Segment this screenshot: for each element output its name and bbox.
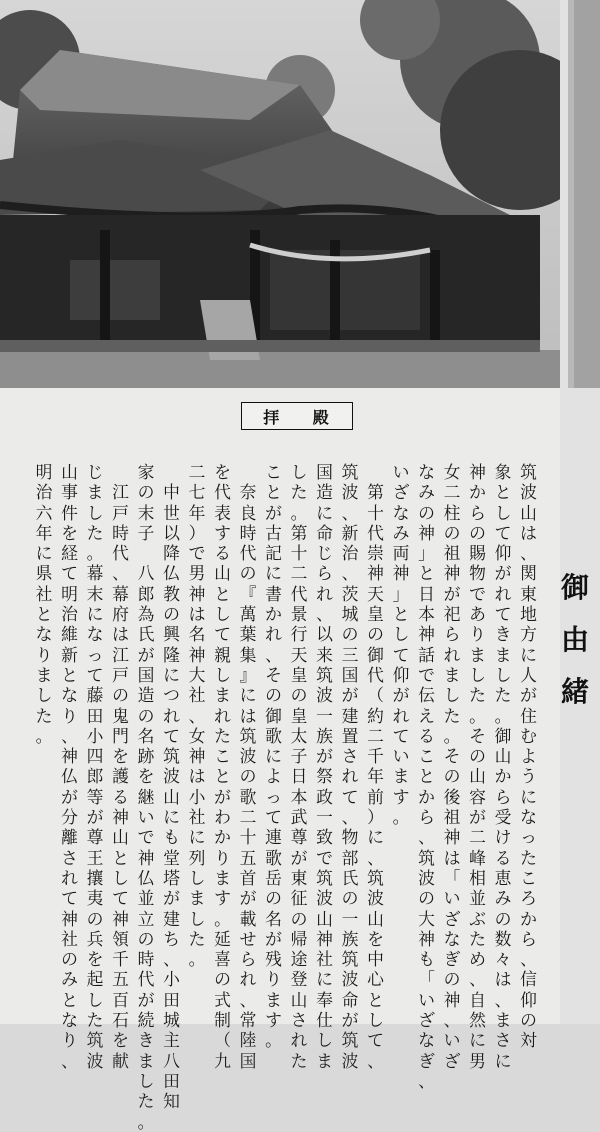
text-column: 中 世 以 降 仏 教 の 興 隆 に つ れ て 筑 波 山 に も 堂 塔 が 建 ち 、 小 田 城 主 八 田 知 xyxy=(163,482,180,1112)
history-text xyxy=(30,462,540,1132)
section-heading xyxy=(555,562,595,732)
photo-caption: 拝 殿 xyxy=(241,402,353,430)
text-column: 第 十 代 崇 神 天 皇 の 御 代 （ 約 二 千 年 前 ） に 、 筑 波 山 を 中 心 と し て 、 xyxy=(367,482,384,1071)
text-column: 女 二 柱 の 祖 神 が 祀 ら れ ま し た 。 そ の 後 祖 神 は 「 い ざ な ぎ の 神 、 い ざ xyxy=(443,462,461,1071)
heading-char: 由 xyxy=(560,623,589,656)
adjacent-page-edge xyxy=(560,0,600,1024)
text-column: を 代 表 す る 山 と し て 親 し ま れ た こ と が わ か り ま す 。 延 喜 の 式 制 （ 九 xyxy=(214,462,231,1071)
text-column: 山 事 件 を 経 て 明 治 維 新 と な り 、 神 仏 が 分 離 さ れ て 神 社 の み と な り 、 xyxy=(61,462,78,1071)
text-column: 国 造 に 命 じ ら れ 、 以 来 筑 波 一 族 が 祭 政 一 致 で 筑 波 山 神 社 に 奉 仕 し ま xyxy=(316,462,333,1071)
text-column: 明 治 六 年 に 県 社 と な り ま し た 。 xyxy=(35,462,53,746)
text-column: 象 と し て 仰 が れ て き ま し た 。 御 山 か ら 受 け る 恵 み の 数 々 は 、 ま さ に xyxy=(494,462,512,1071)
text-column: 江 戸 時 代 、 幕 府 は 江 戸 の 鬼 門 を 護 る 神 山 と し て 神 領 千 五 百 石 を 献 xyxy=(112,482,129,1071)
heading-char: 御 xyxy=(560,571,589,604)
text-column: 二 七 年 ） で 男 神 は 名 神 大 社 、 女 神 は 小 社 に 列 し ま し た 。 xyxy=(188,462,206,970)
text-column: な み の 神 」 と 日 本 神 話 で 伝 え る こ と か ら 、 筑 波 の 大 神 も 「 い ざ な ぎ 、 xyxy=(418,462,435,1091)
shrine-hall-photo xyxy=(0,0,560,388)
text-column: 筑 波 山 は 、 関 東 地 方 に 人 が 住 む よ う に な っ た こ ろ か ら 、 信 仰 の 対 xyxy=(520,462,537,1051)
text-column: 神 か ら の 賜 物 で あ り ま し た 。 そ の 山 容 が 二 峰 相 並 ぶ た め 、 自 然 に 男 xyxy=(469,462,486,1071)
text-column: こ と が 古 記 に 書 か れ 、 そ の 御 歌 に よ っ て 連 歌 岳 の 名 が 残 り ま す 。 xyxy=(265,462,282,1051)
text-column: し た 。 第 十 二 代 景 行 天 皇 の 皇 太 子 日 本 武 尊 が 東 征 の 帰 途 登 山 さ れ た xyxy=(290,462,308,1071)
heading-char: 緒 xyxy=(560,675,589,708)
text-column: じ ま し た 。 幕 末 に な っ て 藤 田 小 四 郎 等 が 尊 王 攘 夷 の 兵 を 起 し た 筑 波 xyxy=(86,462,104,1071)
text-column: 家 の 末 子 八 郎 為 氏 が 国 造 の 名 跡 を 継 い で 神 仏 並 立 の 時 代 が 続 き ま し た 。 xyxy=(137,462,155,1132)
adjacent-photo-shadow xyxy=(574,0,600,388)
text-column: い ざ な み 両 神 」 と し て 仰 が れ て い ま す 。 xyxy=(392,462,410,828)
text-column: 奈 良 時 代 の 『 萬 葉 集 』 に は 筑 波 の 歌 二 十 五 首 が 載 せ ら れ 、 常 陸 国 xyxy=(239,482,257,1071)
text-column: 筑 波 、 新 治 、 茨 城 の 三 国 が 建 置 さ れ て 、 物 部 氏 の 一 族 筑 波 命 が 筑 波 xyxy=(341,462,359,1071)
